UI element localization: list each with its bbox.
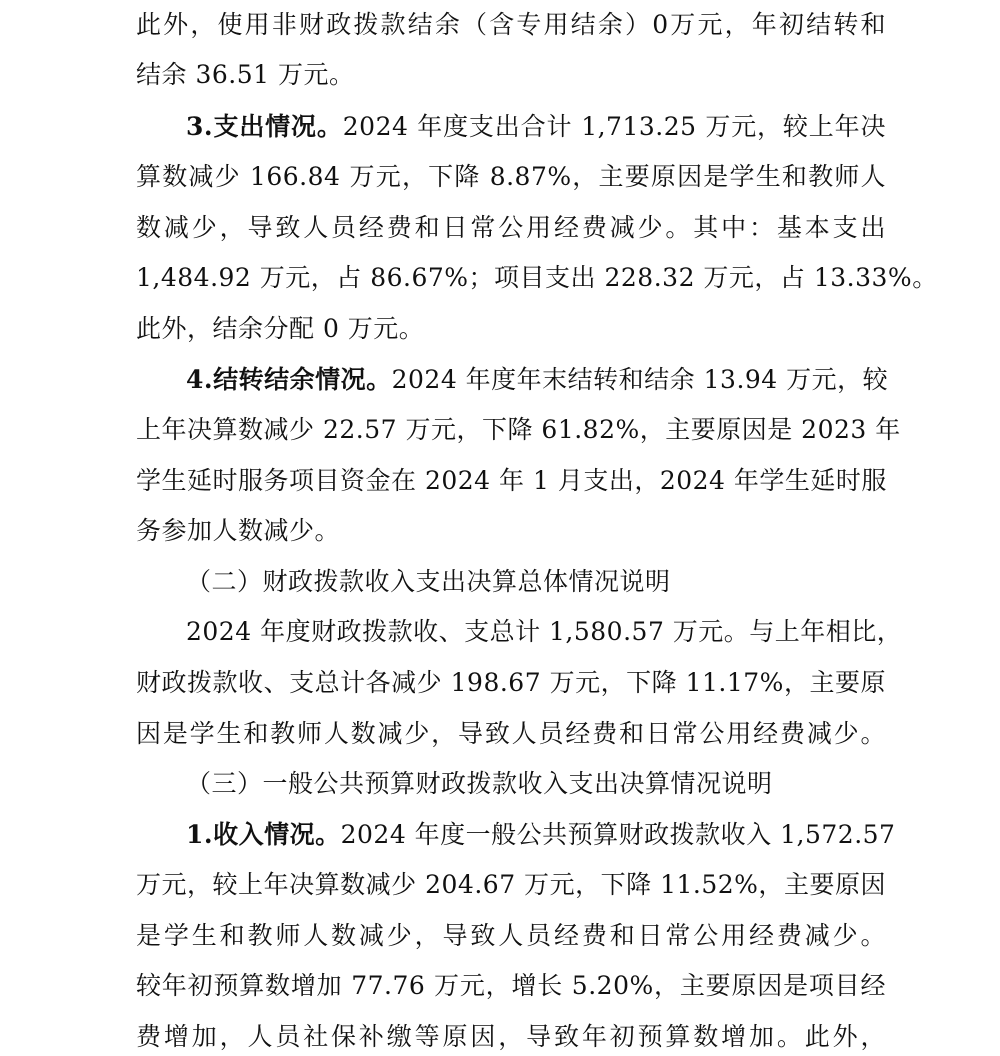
paragraph-line-carryover xyxy=(186,362,889,398)
paragraph-line xyxy=(136,968,886,1004)
paragraph-line xyxy=(136,260,938,296)
subsection-title-text: （二）财政拨款收入支出决算总体情况说明 xyxy=(186,567,671,596)
line-text: 此外，结余分配 0 万元。 xyxy=(136,314,425,343)
line-text: 较年初预算数增加 77.76 万元，增长 5.20%，主要原因是项目经 xyxy=(136,971,886,1000)
line-text: 万元，较上年决算数减少 204.67 万元，下降 11.52%，主要原因 xyxy=(136,870,886,899)
paragraph-line xyxy=(136,513,886,549)
paragraph-line-income xyxy=(186,817,896,853)
paragraph-line xyxy=(136,665,886,701)
paragraph-line xyxy=(136,1019,886,1055)
paragraph-line xyxy=(136,7,886,43)
paragraph-line xyxy=(186,614,903,650)
line-text: 1,484.92 万元，占 86.67%；项目支出 228.32 万元，占 13.33%。 xyxy=(136,263,938,292)
line-text: 学生延时服务项目资金在 2024 年 1 月支出，2024 年学生延时服 xyxy=(136,466,887,495)
line-text: 结余 36.51 万元。 xyxy=(136,60,355,89)
paragraph-line xyxy=(136,463,886,499)
line-text: 务参加人数减少。 xyxy=(136,516,341,545)
paragraph-line xyxy=(136,918,886,954)
subsection-title-3 xyxy=(186,766,886,802)
line-text: 是学生和教师人数减少，导致人员经费和日常公用经费减少。 xyxy=(136,921,886,950)
line-text: 2024 年度年末结转和结余 13.94 万元，较 xyxy=(391,365,889,394)
line-text: 算数减少 166.84 万元，下降 8.87%，主要原因是学生和教师人 xyxy=(136,162,886,191)
paragraph-line xyxy=(136,412,901,448)
line-text: 财政拨款收、支总计各减少 198.67 万元，下降 11.17%，主要原 xyxy=(136,668,886,697)
section-heading-income: 1.收入情况。 xyxy=(186,820,341,849)
paragraph-line xyxy=(136,867,886,903)
line-text: 2024 年度一般公共预算财政拨款收入 1,572.57 xyxy=(340,820,896,849)
paragraph-line-expenditure xyxy=(186,109,886,145)
paragraph-line xyxy=(136,57,886,93)
section-heading-expenditure: 3.支出情况。 xyxy=(186,112,343,141)
line-text: 此外，使用非财政拨款结余（含专用结余）0万元，年初结转和 xyxy=(136,10,886,39)
line-text: 2024 年度财政拨款收、支总计 1,580.57 万元。与上年相比， xyxy=(186,617,903,646)
paragraph-line xyxy=(136,311,886,347)
section-heading-carryover: 4.结转结余情况。 xyxy=(186,365,392,394)
paragraph-line xyxy=(136,210,886,246)
paragraph-line xyxy=(136,159,886,195)
subsection-title-text: （三）一般公共预算财政拨款收入支出决算情况说明 xyxy=(186,769,773,798)
line-text: 费增加，人员社保补缴等原因，导致年初预算数增加。此外， xyxy=(136,1022,886,1051)
line-text: 上年决算数减少 22.57 万元，下降 61.82%，主要原因是 2023 年 xyxy=(136,415,901,444)
paragraph-line xyxy=(136,716,886,752)
line-text: 因是学生和教师人数减少，导致人员经费和日常公用经费减少。 xyxy=(136,719,886,748)
subsection-title-2 xyxy=(186,564,886,600)
line-text: 2024 年度支出合计 1,713.25 万元，较上年决 xyxy=(342,112,886,141)
line-text: 数减少，导致人员经费和日常公用经费减少。其中：基本支出 xyxy=(136,213,886,242)
